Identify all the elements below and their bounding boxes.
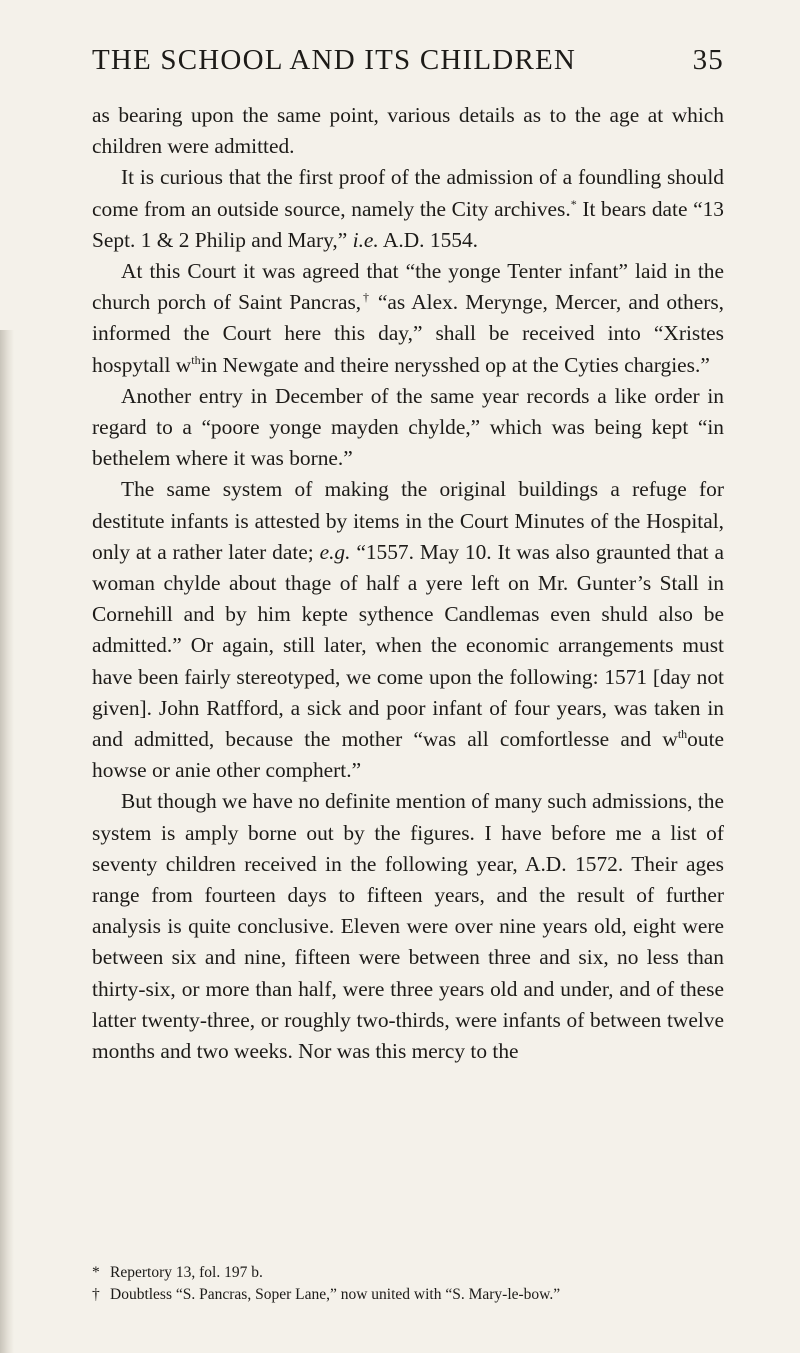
body-text <box>92 100 724 1067</box>
paragraph-2: It is curious that the first proof of the admission of a foundling should come from an outside source, namely the City archives.* It bears date “13 Sept. 1 & 2 Philip and Mary,” i.e. A.D. 1554. <box>92 165 724 252</box>
paragraph-5: The same system of making the original buildings a refuge for destitute infants is attested by items in the Court Minutes of the Hospital, only at a rather later date; e.g. “1557. May 10. It was also graunted that a woman chylde about thage of half a yere left on Mr. Gunter’s Stall in Cornehill and by him kepte sythence Candlemas even shuld also be admitted.” Or again, still later, when the economic arrangements must have been fairly stereotyped, we come upon the following: 1571 [day not given]. John Ratfford, a sick and poor infant of four years, was taken in and admitted, because the mother “was all comfortlesse and $w^{th}oute$ howse or anie other comphert.” <box>92 477 724 783</box>
paragraph-6: But though we have no definite mention of many such admissions, the system is amply borne out by the figures. I have before me a list of seventy children received in the following year, A.D. 1572. Their ages range from fourteen days to fifteen years, and the result of further analysis is quite conclusive. Eleven were over nine years old, eight were between six and nine, fifteen were between three and six, no less than thirty-six, or more than half, were three years old and under, and of these latter twenty-three, or roughly two-thirds, were infants of between twelve months and two weeks. Nor was this mercy to the <box>92 789 724 1064</box>
footnotes <box>92 1262 724 1306</box>
footnote-ref-dagger: † <box>361 290 371 305</box>
footnote-1: * Repertory 13, fol. 197 b. <box>92 1264 263 1281</box>
paragraph-1: as bearing upon the same point, various details as to the age at which children were admitted. <box>92 103 724 159</box>
page-number: 35 <box>692 44 724 76</box>
running-title: THE SCHOOL AND ITS CHILDREN <box>92 44 577 76</box>
footnote-2: † Doubtless “S. Pancras, Soper Lane,” now united with “S. Mary-le-bow.” <box>92 1286 561 1303</box>
paragraph-3: At this Court it was agreed that “the yonge Tenter infant” laid in the church porch of Saint Pancras,† “as Alex. Merynge, Mercer, and others, informed the Court here this day,” shall be received into “Xristes hospytall $w^{th}in$ Newgate and theire nerysshed op at the Cyties chargies.” <box>92 259 725 377</box>
footnote-ref-star: * <box>570 196 577 211</box>
paragraph-4: Another entry in December of the same year records a like order in regard to a “poore yonge mayden chylde,” which was being kept “in bethelem where it was borne.” <box>92 383 724 471</box>
page-spine-shadow <box>0 330 14 1353</box>
